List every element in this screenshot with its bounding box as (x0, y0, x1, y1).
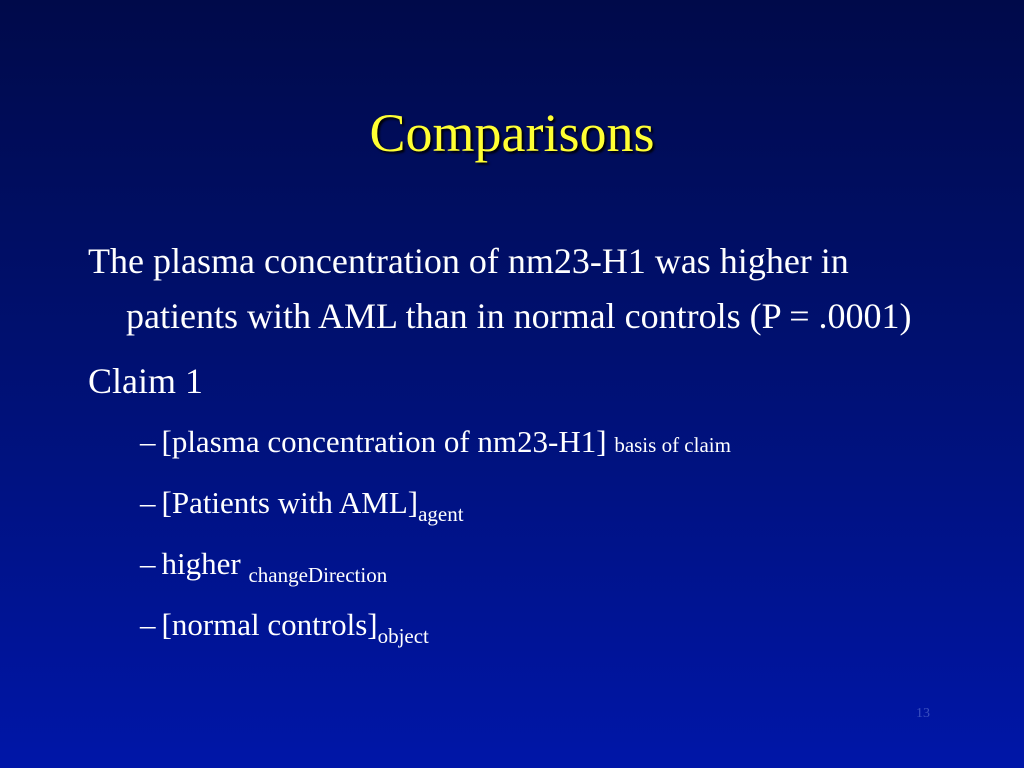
claim-item-label: object (377, 624, 429, 648)
dash-bullet: – (140, 424, 156, 459)
slide-title: Comparisons (369, 103, 655, 163)
claim-item-object (140, 596, 928, 657)
claim-item-text: [plasma concentration of nm23-H1] (161, 424, 607, 459)
dash-bullet: – (140, 485, 156, 520)
claim-item-label: basis of claim (614, 433, 731, 457)
claim-item-text: higher (161, 546, 241, 581)
claim-heading: Claim 1 (88, 361, 203, 401)
claim-items (88, 413, 928, 657)
dash-bullet: – (140, 546, 156, 581)
claim-item-change-direction (140, 535, 928, 596)
slide-body (88, 234, 928, 657)
page-number: 13 (916, 706, 930, 721)
claim-item-text: [normal controls] (161, 607, 378, 642)
claim-item-basis (140, 413, 928, 474)
statement-paragraph: The plasma concentration of nm23-H1 was higher in patients with AML than in normal controls (P = .0001) (88, 241, 912, 336)
claim-item-text: [Patients with AML] (161, 485, 419, 520)
claim-item-label: changeDirection (248, 563, 388, 587)
claim-item-agent (140, 474, 928, 535)
dash-bullet: – (140, 607, 156, 642)
claim-item-label: agent (418, 502, 464, 526)
